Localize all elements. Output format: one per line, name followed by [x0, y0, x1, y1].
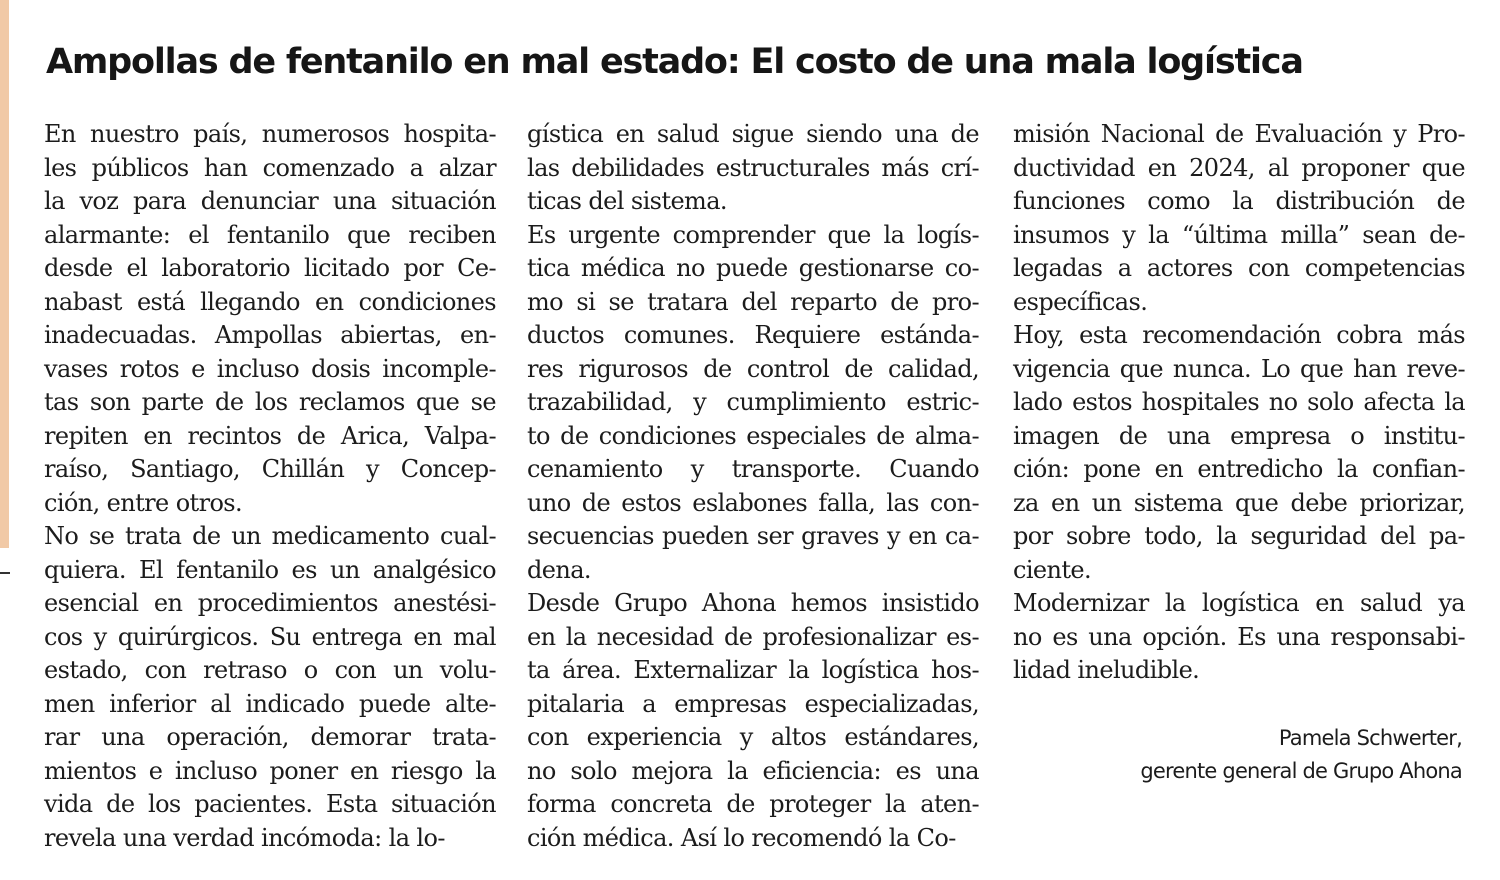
article-text-line: inadecuadas. Ampollas abiertas, en- — [44, 321, 496, 349]
article-text-line: no es una opción. Es una responsabi- — [1013, 622, 1465, 651]
article-text-line: raíso, Santiago, Chillán y Concep- — [44, 455, 496, 483]
article-text-line: la voz para denunciar una situación — [44, 187, 496, 215]
article-text-line: mientos e incluso poner en riesgo la — [44, 756, 496, 785]
article-text-line: ductividad en 2024, al proponer que — [1013, 153, 1465, 182]
article-text-line: lado estos hospitales no solo afecta la — [1013, 388, 1465, 416]
article-text-line: No se trata de un medicamento cual- — [44, 522, 496, 550]
adjacent-page-edge — [0, 0, 9, 548]
article-text-line: za en un sistema que debe priorizar, — [1013, 488, 1465, 517]
article-text-line: mo si se tratara del reparto de pro- — [527, 287, 979, 316]
article-text-line: rar una operación, demorar trata- — [44, 723, 496, 751]
article-text-line: Hoy, esta recomendación cobra más — [1013, 321, 1465, 349]
article-column-1 — [44, 118, 496, 855]
page-edge-mark — [0, 572, 10, 574]
article-text-line: repiten en recintos de Arica, Valpa- — [44, 421, 496, 450]
article-text-line: ción médica. Así lo recomendó la Co- — [527, 823, 956, 852]
article-text-line: Desde Grupo Ahona hemos insistido — [527, 589, 979, 617]
article-text-line: cenamiento y transporte. Cuando — [527, 455, 979, 483]
article-text-line: misión Nacional de Evaluación y Pro- — [1013, 120, 1465, 148]
article-text-line: dena. — [527, 555, 591, 584]
article-text-line: secuencias pueden ser graves y en ca- — [527, 522, 979, 550]
article-text-line: con experiencia y altos estándares, — [527, 723, 979, 751]
article-text-line: Es urgente comprender que la logís- — [527, 220, 979, 249]
article-text-line: tica médica no puede gestionarse co- — [527, 254, 979, 282]
article-text-line: por sobre todo, la seguridad del pa- — [1013, 522, 1465, 550]
article-text-line: quiera. El fentanilo es un analgésico — [44, 555, 496, 584]
article-text-line: to de condiciones especiales de alma- — [527, 421, 979, 450]
article-text-line: ción, entre otros. — [44, 488, 243, 517]
article-text-line: alarmante: el fentanilo que reciben — [44, 220, 496, 249]
article-text-line: vida de los pacientes. Esta situación — [44, 790, 496, 818]
article-text-line: desde el laboratorio licitado por Ce- — [44, 254, 496, 282]
article-text-line: trazabilidad, y cumplimiento estric- — [527, 388, 979, 416]
article-text-line: forma concreta de proteger la aten- — [527, 790, 979, 818]
article-text-line: legadas a actores con competencias — [1013, 254, 1465, 282]
article-text-line: vases rotos e incluso dosis incomple- — [44, 354, 496, 383]
article-text-line: men inferior al indicado puede alte- — [44, 689, 496, 718]
article-text-line: ta área. Externalizar la logística hos- — [527, 656, 979, 684]
article-text-line: ticas del sistema. — [527, 187, 727, 215]
article-text-line: Modernizar la logística en salud ya — [1013, 589, 1465, 617]
article-text-line: gística en salud sigue siendo una de — [527, 120, 979, 148]
article-text-line: vigencia que nunca. Lo que han reve- — [1013, 354, 1465, 383]
article-text-line: imagen de una empresa o institu- — [1013, 421, 1465, 450]
author-role: gerente general de Grupo Ahona — [1140, 759, 1462, 783]
article-text-line: ción: pone en entredicho la confian- — [1013, 455, 1465, 483]
article-text-line: lidad ineludible. — [1013, 656, 1200, 684]
article-text-line: específicas. — [1013, 287, 1148, 316]
article-text-line: funciones como la distribución de — [1013, 187, 1465, 215]
article-text-line: revela una verdad incómoda: la lo- — [44, 823, 445, 852]
article-text-line: cos y quirúrgicos. Su entrega en mal — [44, 622, 496, 651]
article-text-line: no solo mejora la eficiencia: es una — [527, 756, 979, 785]
article-text-line: tas son parte de los reclamos que se — [44, 388, 496, 416]
article-text-line: insumos y la “última milla” sean de- — [1013, 220, 1465, 249]
article-text-line: estado, con retraso o con un volu- — [44, 656, 496, 684]
article-text-line: pitalaria a empresas especializadas, — [527, 689, 979, 718]
article-column-2 — [527, 118, 979, 855]
article-text-line: les públicos han comenzado a alzar — [44, 153, 496, 182]
article-text-line: en la necesidad de profesionalizar es- — [527, 622, 979, 651]
article-text-line: uno de estos eslabones falla, las con- — [527, 488, 979, 517]
article-text-line: ductos comunes. Requiere estánda- — [527, 321, 979, 349]
article-column-3 — [1013, 118, 1465, 688]
article-signature — [1140, 722, 1462, 788]
article-text-line: esencial en procedimientos anestési- — [44, 589, 496, 617]
article-text-line: las debilidades estructurales más crí- — [527, 153, 979, 182]
article-text-line: res rigurosos de control de calidad, — [527, 354, 979, 383]
article-text-line: ciente. — [1013, 555, 1092, 584]
article-headline: Ampollas de fentanilo en mal estado: El costo de una mala logística — [46, 42, 1303, 82]
article-text-line: nabast está llegando en condiciones — [44, 287, 496, 316]
author-name: Pamela Schwerter, — [1278, 726, 1462, 750]
article-text-line: En nuestro país, numerosos hospita- — [44, 120, 496, 148]
